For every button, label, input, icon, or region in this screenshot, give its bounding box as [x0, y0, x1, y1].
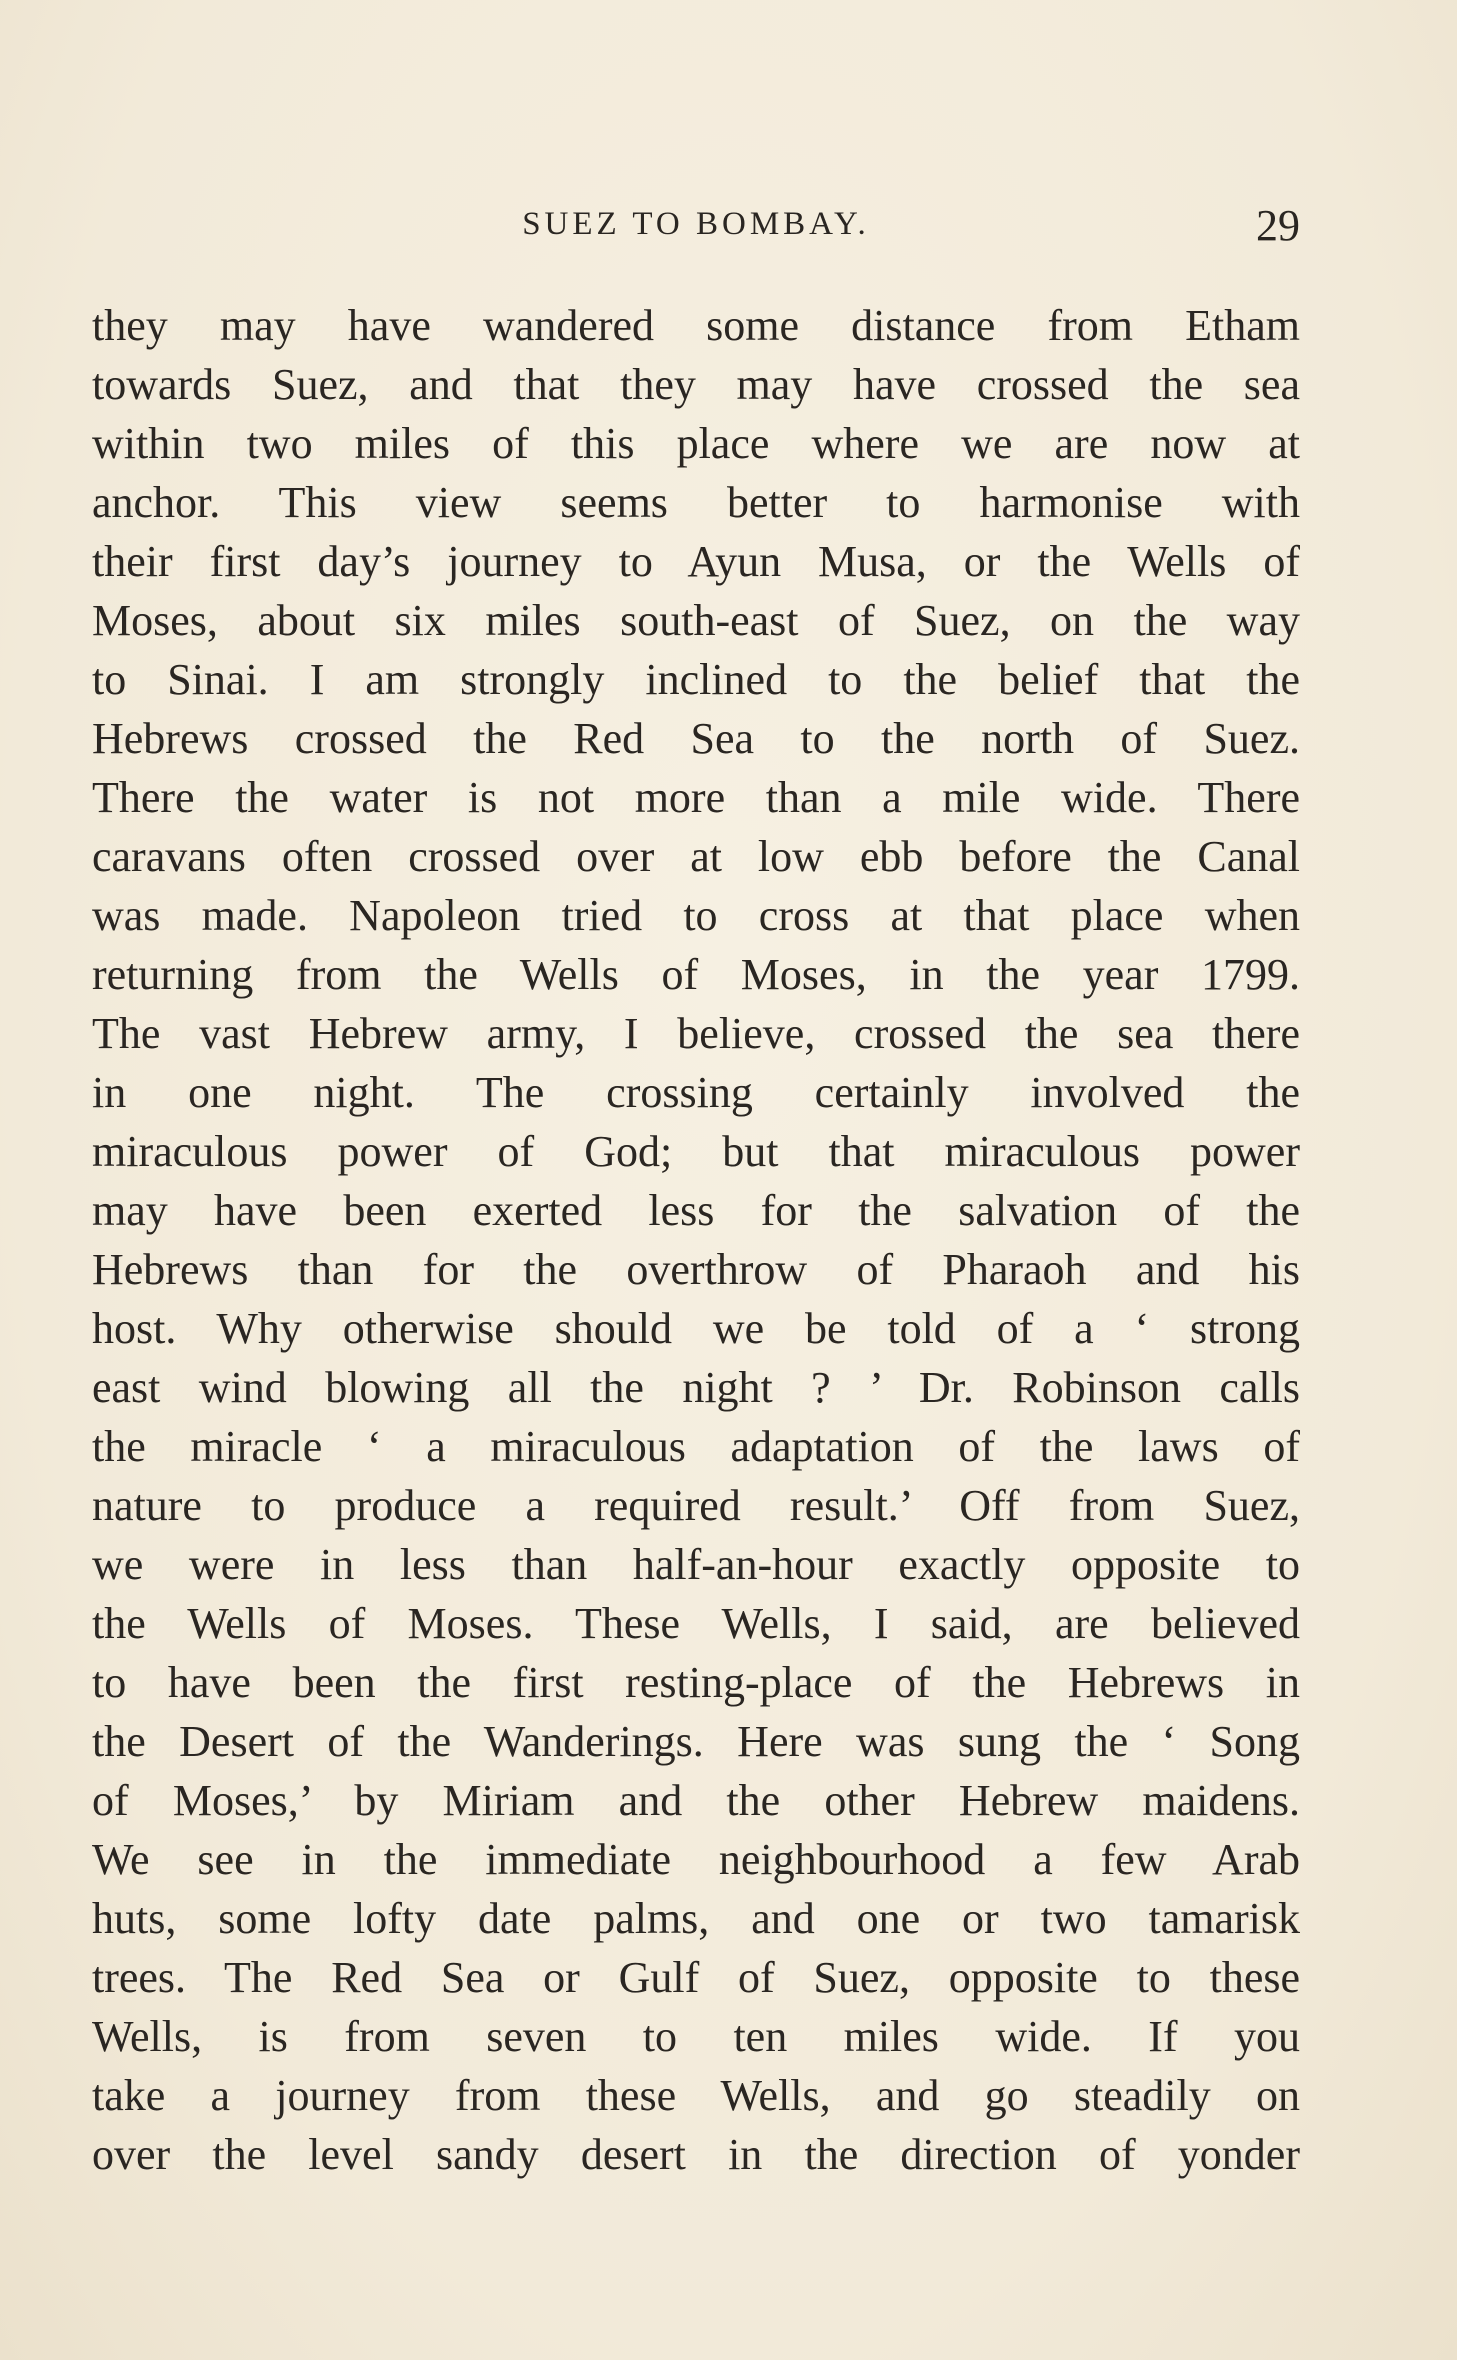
text-line: may have been exerted less for the salvation of the	[92, 1186, 1300, 1235]
text-line: the Desert of the Wanderings. Here was sung the ‘ Song	[92, 1717, 1300, 1766]
text-line: they may have wandered some distance from Etham	[92, 301, 1300, 350]
text-line: miraculous power of God; but that miraculous power	[92, 1127, 1300, 1176]
text-line: to have been the first resting-place of the Hebrews in	[92, 1658, 1300, 1707]
page-number: 29	[1256, 201, 1300, 250]
text-line: huts, some lofty date palms, and one or two tamarisk	[92, 1894, 1300, 1943]
text-line: trees. The Red Sea or Gulf of Suez, opposite to these	[92, 1953, 1300, 2002]
text-line: returning from the Wells of Moses, in the year 1799.	[92, 950, 1300, 999]
text-line: host. Why otherwise should we be told of a ‘ strong	[92, 1304, 1300, 1353]
running-head	[92, 200, 1300, 256]
text-line: anchor. This view seems better to harmonise with	[92, 478, 1300, 527]
text-line: The vast Hebrew army, I believe, crossed the sea there	[92, 1009, 1300, 1058]
text-line: of Moses,’ by Miriam and the other Hebrew maidens.	[92, 1776, 1300, 1825]
text-line: we were in less than half-an-hour exactly opposite to	[92, 1540, 1300, 1589]
body-text	[92, 296, 1300, 2184]
running-title: SUEZ TO BOMBAY.	[522, 206, 870, 242]
text-line: east wind blowing all the night ? ’ Dr. Robinson calls	[92, 1363, 1300, 1412]
text-line: the Wells of Moses. These Wells, I said, are believed	[92, 1599, 1300, 1648]
text-line: within two miles of this place where we are now at	[92, 419, 1300, 468]
text-line: There the water is not more than a mile wide. There	[92, 773, 1300, 822]
text-line: towards Suez, and that they may have crossed the sea	[92, 360, 1300, 409]
text-line: their first day’s journey to Ayun Musa, or the Wells of	[92, 537, 1300, 586]
text-line: nature to produce a required result.’ Off from Suez,	[92, 1481, 1300, 1530]
text-line: We see in the immediate neighbourhood a few Arab	[92, 1835, 1300, 1884]
text-line: in one night. The crossing certainly involved the	[92, 1068, 1300, 1117]
text-line: to Sinai. I am strongly inclined to the belief that the	[92, 655, 1300, 704]
text-line: Moses, about six miles south-east of Suez, on the way	[92, 596, 1300, 645]
text-line: over the level sandy desert in the direction of yonder	[92, 2130, 1300, 2179]
text-line: Hebrews crossed the Red Sea to the north of Suez.	[92, 714, 1300, 763]
text-line: Wells, is from seven to ten miles wide. If you	[92, 2012, 1300, 2061]
text-line: was made. Napoleon tried to cross at that place when	[92, 891, 1300, 940]
text-line: Hebrews than for the overthrow of Pharaoh and his	[92, 1245, 1300, 1294]
text-line: the miracle ‘ a miraculous adaptation of the laws of	[92, 1422, 1300, 1471]
text-line: caravans often crossed over at low ebb before the Canal	[92, 832, 1300, 881]
text-line: take a journey from these Wells, and go steadily on	[92, 2071, 1300, 2120]
